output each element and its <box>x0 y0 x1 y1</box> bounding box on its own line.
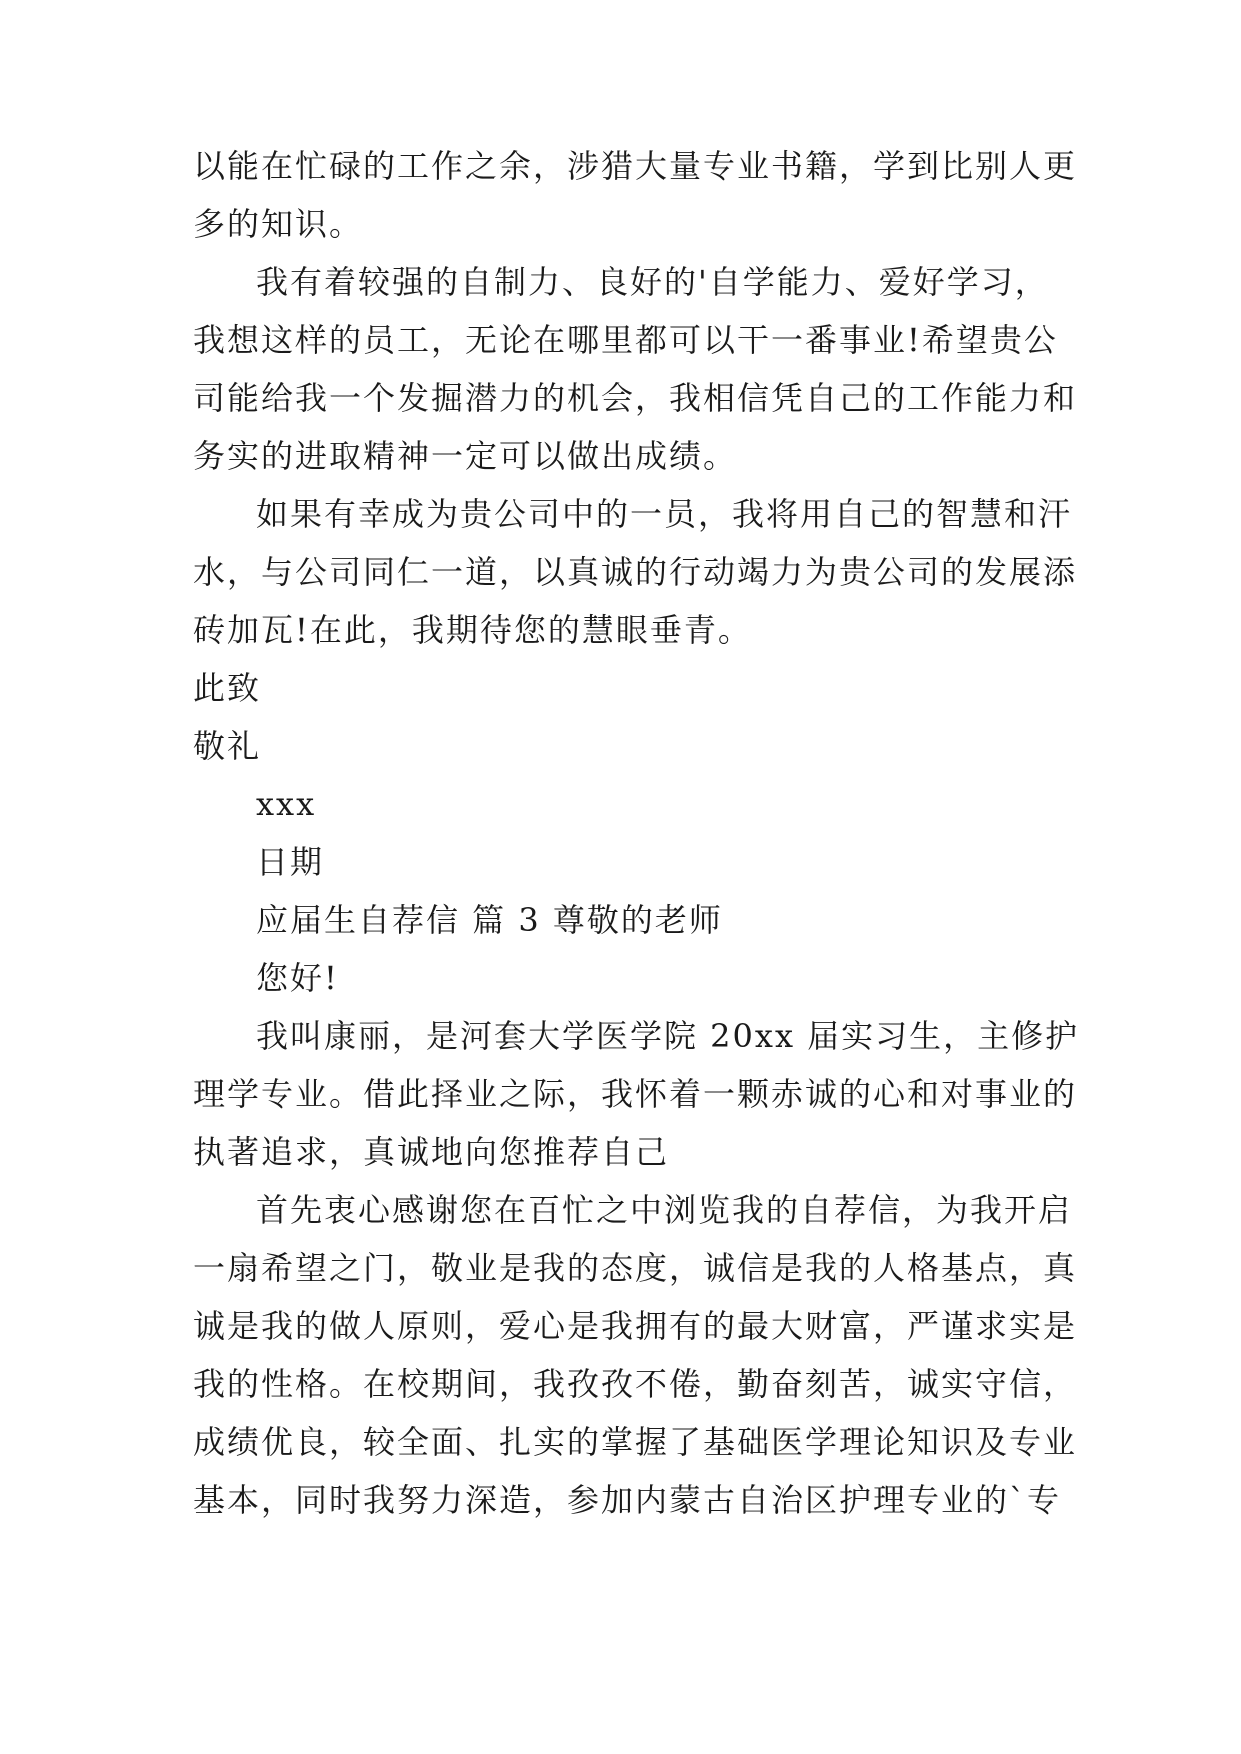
text-line: 司能给我一个发掘潜力的机会，我相信凭自己的工作能力和 <box>193 379 1078 417</box>
greeting-line: 您好! <box>256 959 339 997</box>
text-line: 水，与公司同仁一道，以真诚的行动竭力为贵公司的发展添 <box>193 553 1078 591</box>
text-line: 务实的进取精神一定可以做出成绩。 <box>193 437 738 475</box>
signature-name: xxx <box>256 785 317 823</box>
text-line: 成绩优良，较全面、扎实的掌握了基础医学理论知识及专业 <box>193 1423 1078 1461</box>
signature-date: 日期 <box>256 843 325 881</box>
text-line: 以能在忙碌的工作之余，涉猎大量专业书籍，学到比别人更 <box>193 147 1078 185</box>
text-line: 执著追求，真诚地向您推荐自己 <box>193 1133 670 1171</box>
section-heading: 应届生自荐信 篇 3 尊敬的老师 <box>256 901 723 939</box>
text-line: 我的性格。在校期间，我孜孜不倦，勤奋刻苦，诚实守信， <box>193 1365 1078 1403</box>
text-line: 一扇希望之门，敬业是我的态度，诚信是我的人格基点，真 <box>193 1249 1078 1287</box>
text-line: 基本，同时我努力深造，参加内蒙古自治区护理专业的`专 <box>193 1481 1062 1519</box>
paragraph-start-line: 我有着较强的自制力、良好的'自学能力、爱好学习， <box>256 263 1049 301</box>
closing-line: 此致 <box>193 669 262 707</box>
paragraph-start-line: 我叫康丽，是河套大学医学院 20xx 届实习生，主修护 <box>256 1017 1080 1055</box>
text-line: 诚是我的做人原则，爱心是我拥有的最大财富，严谨求实是 <box>193 1307 1078 1345</box>
paragraph-start-line: 如果有幸成为贵公司中的一员，我将用自己的智慧和汗 <box>256 495 1073 533</box>
paragraph-start-line: 首先衷心感谢您在百忙之中浏览我的自荐信，为我开启 <box>256 1191 1073 1229</box>
text-line: 我想这样的员工，无论在哪里都可以干一番事业!希望贵公 <box>193 321 1058 359</box>
text-line: 多的知识。 <box>193 205 364 243</box>
text-line: 理学专业。借此择业之际，我怀着一颗赤诚的心和对事业的 <box>193 1075 1078 1113</box>
text-line: 砖加瓦!在此，我期待您的慧眼垂青。 <box>193 611 752 649</box>
salutation-line: 敬礼 <box>193 727 262 765</box>
